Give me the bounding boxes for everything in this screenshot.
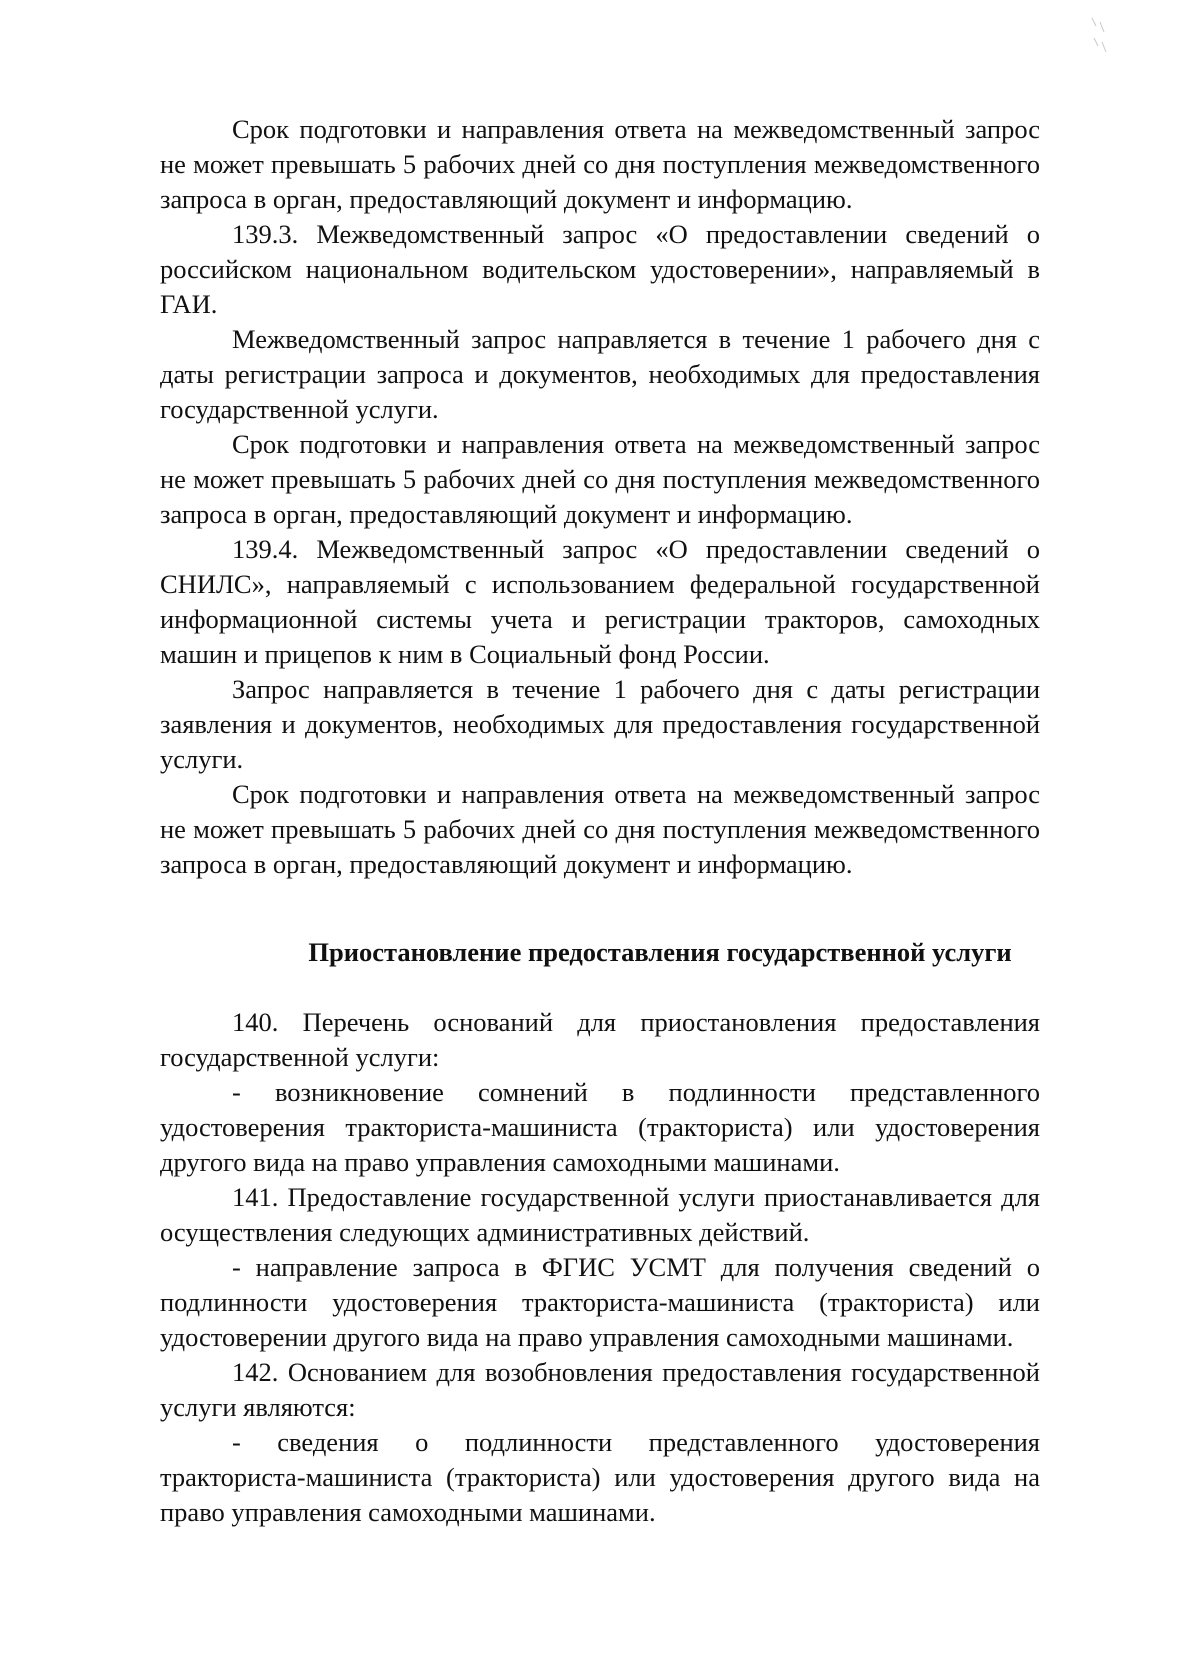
paragraph-response-deadline-1: Срок подготовки и направления ответа на межведомственный запрос не может превышать 5 рабочих дней со дня поступления межведомственного запроса в орган, предоставляющий документ и информацию. bbox=[160, 114, 1040, 214]
paragraph-request-deadline-2: Запрос направляется в течение 1 рабочего дня с даты регистрации заявления и документов, необходимых для предоставления государственной услуги. bbox=[160, 674, 1040, 774]
section-heading: Приостановление предоставления государственной услуги bbox=[308, 937, 1012, 967]
paragraph-142: 142. Основанием для возобновления предоставления государственной услуги являются: bbox=[160, 1357, 1040, 1422]
paragraph-139-4: 139.4. Межведомственный запрос «О предоставлении сведений о СНИЛС», направляемый с использованием федеральной государственной информационной системы учета и регистрации тракторов, самоходных машин и прицепов к ним в Социальный фонд России. bbox=[160, 534, 1040, 669]
paragraph-141: 141. Предоставление государственной услуги приостанавливается для осуществления следующих административных действий. bbox=[160, 1182, 1040, 1247]
paragraph-141-item: - направление запроса в ФГИС УСМТ для получения сведений о подлинности удостоверения тракториста-машиниста (тракториста) или удостоверении другого вида на право управления самоходными машинами. bbox=[160, 1252, 1040, 1352]
paragraph-140: 140. Перечень оснований для приостановления предоставления государственной услуги: bbox=[160, 1007, 1040, 1072]
scan-artifact bbox=[1088, 16, 1108, 56]
paragraph-request-deadline-1: Межведомственный запрос направляется в течение 1 рабочего дня с даты регистрации запроса и документов, необходимых для предоставления государственной услуги. bbox=[160, 324, 1040, 424]
paragraph-142-item: - сведения о подлинности представленного удостоверения тракториста-машиниста (тракториста) или удостоверения другого вида на право управления самоходными машинами. bbox=[160, 1427, 1040, 1527]
paragraph-response-deadline-3: Срок подготовки и направления ответа на межведомственный запрос не может превышать 5 рабочих дней со дня поступления межведомственного запроса в орган, предоставляющий документ и информацию. bbox=[160, 779, 1040, 879]
paragraph-140-item: - возникновение сомнений в подлинности представленного удостоверения тракториста-машиниста (тракториста) или удостоверения другого вида на право управления самоходными машинами. bbox=[160, 1077, 1040, 1177]
document-page bbox=[160, 112, 1040, 1530]
paragraph-response-deadline-2: Срок подготовки и направления ответа на межведомственный запрос не может превышать 5 рабочих дней со дня поступления межведомственного запроса в орган, предоставляющий документ и информацию. bbox=[160, 429, 1040, 529]
paragraph-139-3: 139.3. Межведомственный запрос «О предоставлении сведений о российском национальном водительском удостоверении», направляемый в ГАИ. bbox=[160, 219, 1040, 319]
